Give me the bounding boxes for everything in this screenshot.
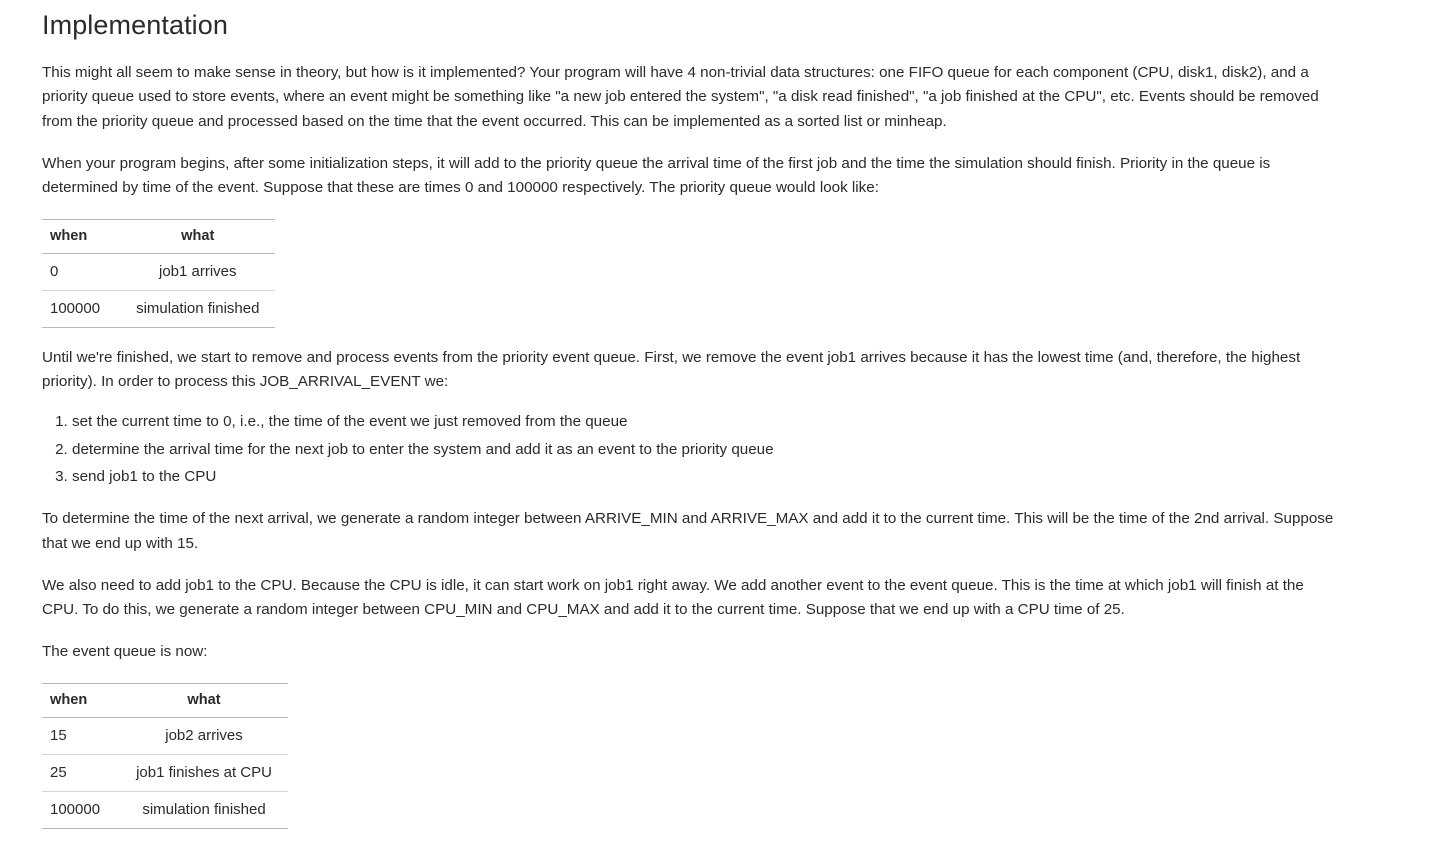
event-queue-table-initial [42,219,275,328]
table-row [42,791,288,828]
bottom-spacer [42,829,1406,853]
table-row [42,290,275,327]
table-header-row [42,219,275,253]
cell-when: 100000 [42,290,120,327]
cell-when: 0 [42,253,120,290]
table-row [42,754,288,791]
list-item: 2. determine the arrival time for the next job to enter the system and add it as an event to the priority queue [72,438,1406,462]
cell-what: simulation finished [120,791,288,828]
table-row [42,253,275,290]
cell-what: job1 finishes at CPU [120,754,288,791]
cell-when: 15 [42,717,120,754]
paragraph-cpu: We also need to add job1 to the CPU. Because the CPU is idle, it can start work on job1 right away. We add another event to the event queue. This is the time at which job1 will finish at the CPU. To do this, we generate a random integer between CPU_MIN and CPU_MAX and add it to the current time. Suppose that we end up with a CPU time of 25. [42,576,1304,619]
job-arrival-steps-list [42,410,1406,489]
list-item: 3. send job1 to the CPU [72,465,1406,489]
table-header-row [42,683,288,717]
table-row [42,717,288,754]
paragraph-initialization: When your program begins, after some initialization steps, it will add to the priority queue the arrival time of the first job and the time the simulation should finish. Priority in the queue is determined by time of the event. Suppose that these are times 0 and 100000 respectively. The priority queue would look like: [42,155,1271,197]
cell-what: job1 arrives [120,253,275,290]
paragraph-next-arrival: To determine the time of the next arrival, we generate a random integer between ARRIVE_MIN and ARRIVE_MAX and add it to the current time. This will be the time of the 2nd arrival. Suppose that we end up with 15. [42,510,1334,552]
event-queue-table-updated [42,683,288,829]
paragraph-intro: This might all seem to make sense in theory, but how is it implemented? Your program will have 4 non-trivial data structures: one FIFO queue for each component (CPU, disk1, disk2), and a priority queue used to store events, where an event might be something like "a new job entered the system", "a disk read finished", "a job finished at the CPU", etc. Events should be removed from the priority queue and processed based on the time that the event occurred. This can be implemented as a sorted list or minheap. [42,64,1319,130]
table-header-when: when [42,219,120,253]
table-header-what: what [120,219,275,253]
paragraph-processing: Until we're finished, we start to remove and process events from the priority event queue. First, we remove the event job1 arrives because it has the lowest time (and, therefore, the highest priority). In order to process this JOB_ARRIVAL_EVENT we: [42,348,1301,390]
cell-when: 25 [42,754,120,791]
cell-what: simulation finished [120,290,275,327]
table-header-what: what [120,683,288,717]
cell-what: job2 arrives [120,717,288,754]
table-header-when: when [42,683,120,717]
list-item: 1. set the current time to 0, i.e., the time of the event we just removed from the queue [72,410,1406,434]
paragraph-event-queue-now: The event queue is now: [42,643,208,661]
page-title: Implementation [42,10,228,40]
cell-when: 100000 [42,791,120,828]
